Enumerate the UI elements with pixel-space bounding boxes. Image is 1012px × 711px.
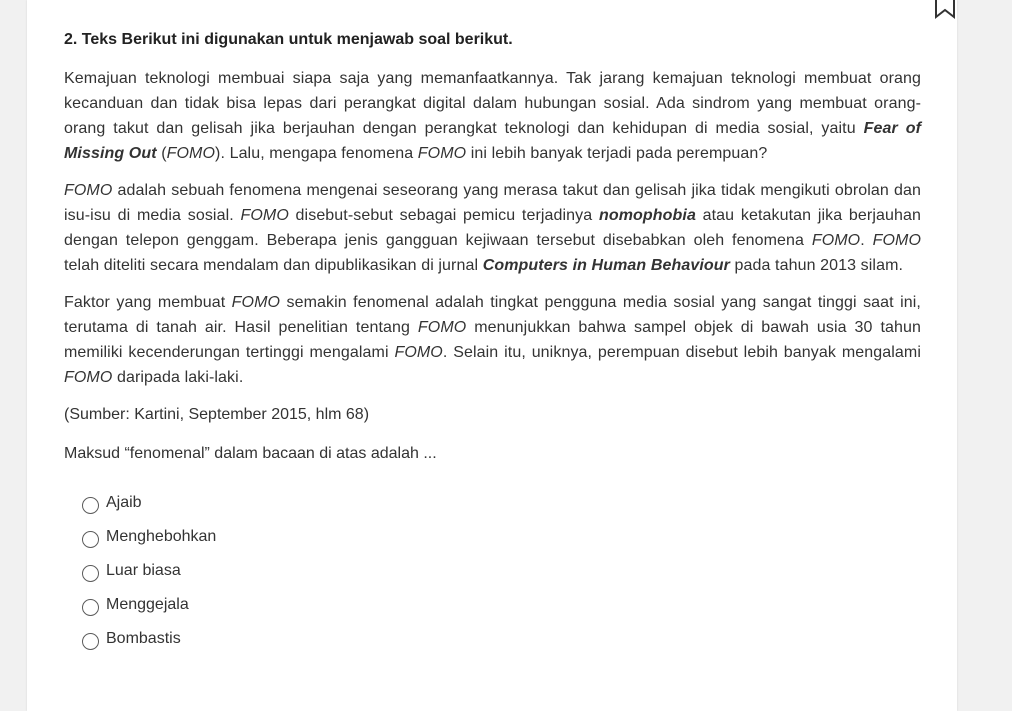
term-nomophobia: nomophobia [598,207,696,224]
radio-unchecked-icon[interactable] [82,599,99,616]
term-fomo: FOMO [872,232,922,249]
term-fomo: FOMO [417,145,467,162]
option-label[interactable]: Ajaib [106,494,142,511]
term-fomo: FOMO [394,344,443,361]
option-label[interactable]: Menghebohkan [106,528,217,545]
p1-text: ( [156,145,167,162]
p3-text: menunjukkan bahwa sampel objek di bawah usia 30 tahun memiliki kecenderungan tertinggi mengalami [64,319,921,361]
passage-paragraph-2 [64,178,921,278]
option-label[interactable]: Menggejala [106,596,189,613]
p3-text: Faktor yang membuat [64,294,232,311]
question-title: 2. Teks Berikut ini digunakan untuk menjawab soal berikut. [64,31,513,48]
term-fomo: FOMO [231,294,281,311]
answer-options [64,486,921,656]
bookmark-icon[interactable] [933,0,957,20]
option-b[interactable] [82,520,921,554]
p3-text: . Selain itu, uniknya, perempuan disebut lebih banyak mengalami [442,344,921,361]
p2-text: disebut-sebut sebagai pemicu terjadinya [288,207,599,224]
passage-paragraph-1 [64,66,921,166]
p1-text: Kemajuan teknologi membuai siapa saja yang memanfaatkannya. Tak jarang kemajuan teknologi membuat orang kecanduan dan tidak bisa lepas dari perangkat digital dalam hubungan sosial. Ada sindrom yang membuat orang-orang takut dan gelisah jika berjauhan dengan perangkat teknologi dan kehidupan di media sosial, yaitu [64,70,921,137]
source-citation: (Sumber: Kartini, September 2015, hlm 68) [64,406,370,423]
question-card [27,0,957,711]
option-label[interactable]: Luar biasa [106,562,181,579]
p3-text: semakin fenomenal adalah tingkat pengguna media sosial yang sangat tinggi saat ini, terutama di tanah air. Hasil penelitian tentang [64,294,921,336]
p1-text: ini lebih banyak terjadi pada perempuan? [466,145,768,162]
term-fomo: FOMO [417,319,467,336]
p2-text: pada tahun 2013 silam. [729,257,904,274]
term-fear-of-missing-out: Fear of Missing Out [64,120,921,162]
p2-text: adalah sebuah fenomena mengenai seseorang yang merasa takut dan gelisah jika tidak mengikuti obrolan dan isu-isu di media sosial. [64,182,921,224]
term-fomo: FOMO [64,182,113,199]
p2-text: . [860,232,873,249]
radio-unchecked-icon[interactable] [82,531,99,548]
option-label[interactable]: Bombastis [106,630,181,647]
radio-unchecked-icon[interactable] [82,497,99,514]
option-e[interactable] [82,622,921,656]
term-fomo: FOMO [240,207,289,224]
radio-unchecked-icon[interactable] [82,633,99,650]
radio-unchecked-icon[interactable] [82,565,99,582]
p2-text: atau ketakutan jika berjauhan dengan telepon genggam. Beberapa jenis gangguan kejiwaan tersebut disebabkan oleh fenomena [64,207,921,249]
term-fomo: FOMO [166,145,216,162]
term-journal-name: Computers in Human Behaviour [482,257,730,274]
question-prompt: Maksud “fenomenal” dalam bacaan di atas adalah ... [64,445,437,462]
p3-text: daripada laki-laki. [112,369,244,386]
p2-text: telah diteliti secara mendalam dan dipublikasikan di jurnal [64,257,483,274]
option-d[interactable] [82,588,921,622]
option-c[interactable] [82,554,921,588]
p1-text: ). Lalu, mengapa fenomena [215,145,418,162]
passage-paragraph-3 [64,290,921,390]
term-fomo: FOMO [64,369,113,386]
option-a[interactable] [82,486,921,520]
term-fomo: FOMO [811,232,861,249]
